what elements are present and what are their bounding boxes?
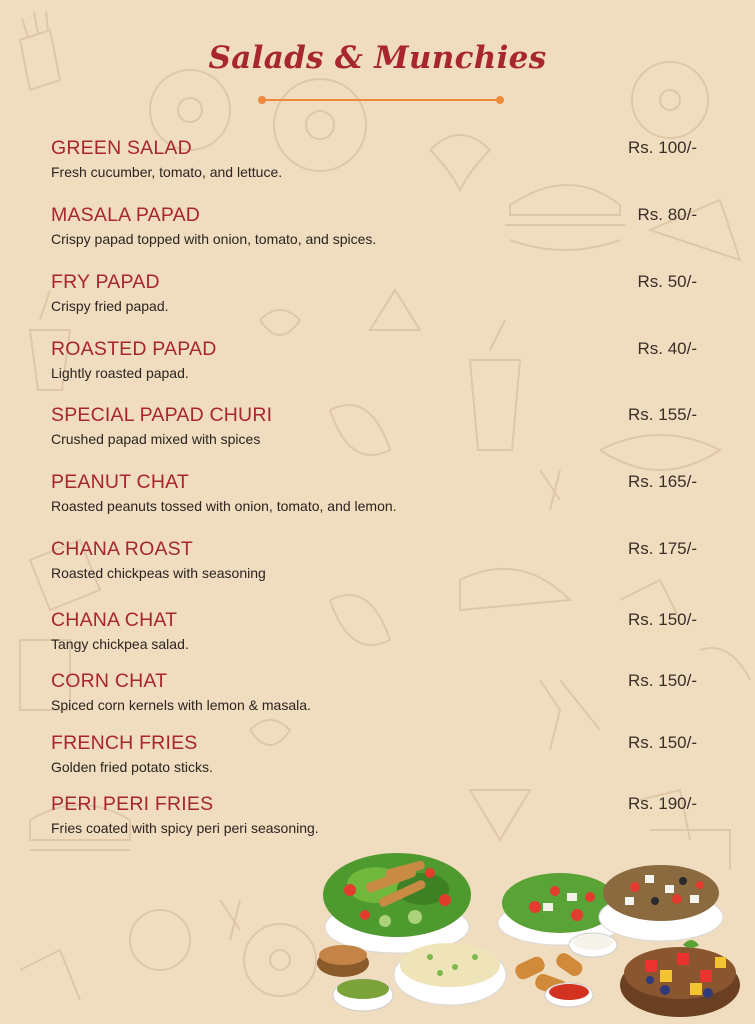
item-description: Fresh cucumber, tomato, and lettuce. bbox=[51, 164, 283, 180]
item-name: FRY PAPAD bbox=[51, 271, 160, 293]
item-name: PEANUT CHAT bbox=[51, 471, 189, 493]
item-description: Fries coated with spicy peri peri seasoning. bbox=[51, 820, 319, 836]
food-photo bbox=[305, 845, 755, 1024]
page-title: Salads & Munchies bbox=[208, 40, 547, 76]
item-description: Roasted chickpeas with seasoning bbox=[51, 565, 266, 581]
item-name: CHANA ROAST bbox=[51, 538, 193, 560]
item-name: CHANA CHAT bbox=[51, 609, 178, 631]
item-name: CORN CHAT bbox=[51, 670, 168, 692]
item-price: Rs. 150/- bbox=[628, 733, 697, 752]
item-price: Rs. 80/- bbox=[637, 205, 697, 224]
item-price: Rs. 40/- bbox=[637, 339, 697, 358]
item-price: Rs. 150/- bbox=[628, 671, 697, 690]
item-description: Lightly roasted papad. bbox=[51, 365, 189, 381]
title-divider bbox=[258, 96, 504, 104]
item-description: Golden fried potato sticks. bbox=[51, 759, 213, 775]
item-price: Rs. 165/- bbox=[628, 472, 697, 491]
item-description: Tangy chickpea salad. bbox=[51, 636, 189, 652]
item-name: FRENCH FRIES bbox=[51, 732, 198, 754]
item-description: Spiced corn kernels with lemon & masala. bbox=[51, 697, 311, 713]
item-description: Crispy fried papad. bbox=[51, 298, 169, 314]
item-name: SPECIAL PAPAD CHURI bbox=[51, 404, 273, 426]
item-description: Roasted peanuts tossed with onion, tomato, and lemon. bbox=[51, 498, 397, 514]
item-name: GREEN SALAD bbox=[51, 137, 192, 159]
item-description: Crushed papad mixed with spices bbox=[51, 431, 261, 447]
item-name: PERI PERI FRIES bbox=[51, 793, 214, 815]
item-price: Rs. 190/- bbox=[628, 794, 697, 813]
item-price: Rs. 100/- bbox=[628, 138, 697, 157]
item-price: Rs. 50/- bbox=[637, 272, 697, 291]
item-price: Rs. 150/- bbox=[628, 610, 697, 629]
item-description: Crispy papad topped with onion, tomato, and spices. bbox=[51, 231, 377, 247]
item-name: ROASTED PAPAD bbox=[51, 338, 217, 360]
item-name: MASALA PAPAD bbox=[51, 204, 201, 226]
item-price: Rs. 155/- bbox=[628, 405, 697, 424]
item-price: Rs. 175/- bbox=[628, 539, 697, 558]
